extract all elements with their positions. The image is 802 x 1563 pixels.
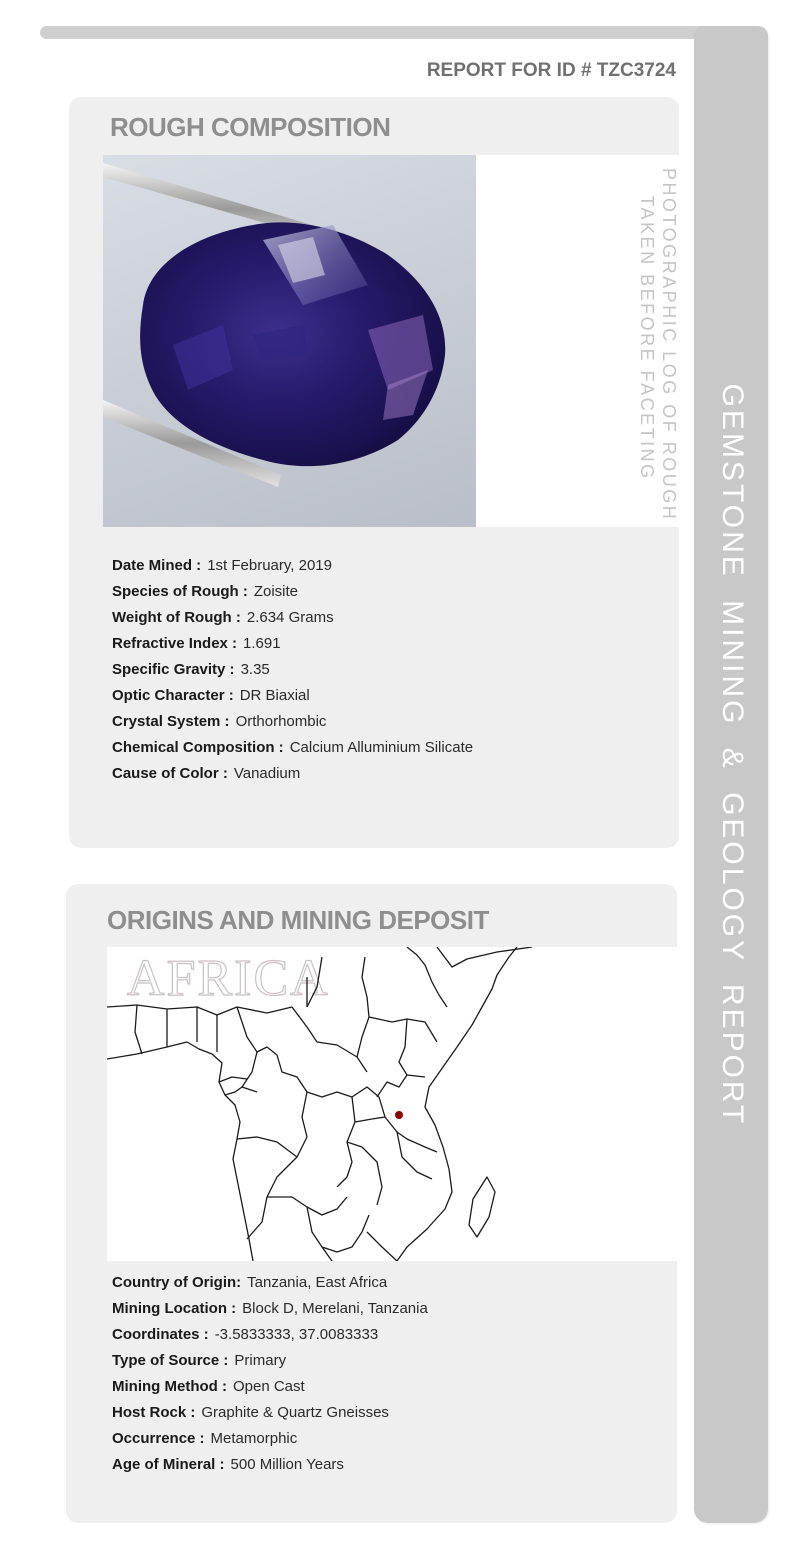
property-row-occurrence xyxy=(112,1429,428,1455)
rough-gemstone-photo xyxy=(103,155,476,527)
property-value: Metamorphic xyxy=(210,1430,298,1447)
property-row-date-mined xyxy=(112,556,473,582)
property-value: 1st February, 2019 xyxy=(207,557,332,574)
property-row-age-of-mineral xyxy=(112,1455,428,1481)
rough-properties-list xyxy=(112,556,473,790)
property-value: Open Cast xyxy=(232,1378,305,1395)
property-row-optic-character xyxy=(112,686,473,712)
africa-map xyxy=(107,947,677,1261)
photo-caption xyxy=(636,168,680,522)
property-row-type-of-source xyxy=(112,1351,428,1377)
photo-caption-line1: PHOTOGRAPHIC LOG OF ROUGH xyxy=(659,168,679,522)
property-label: Mining Location : xyxy=(112,1300,237,1317)
property-label: Optic Character : xyxy=(112,687,234,704)
property-value: Block D, Merelani, Tanzania xyxy=(242,1300,428,1317)
map-label: AFRICA xyxy=(127,950,330,1007)
property-value: Primary xyxy=(234,1352,287,1369)
property-value: Calcium Alluminium Silicate xyxy=(289,739,474,756)
property-value: Zoisite xyxy=(253,583,299,600)
property-label: Host Rock : xyxy=(112,1404,196,1421)
property-value: 500 Million Years xyxy=(230,1456,344,1473)
photo-caption-line2: TAKEN BEFORE FACETING xyxy=(637,195,657,481)
property-row-specific-gravity xyxy=(112,660,473,686)
property-label: Weight of Rough : xyxy=(112,609,241,626)
property-value: Graphite & Quartz Gneisses xyxy=(201,1404,389,1421)
property-value: Vanadium xyxy=(233,765,301,782)
rough-composition-title: ROUGH COMPOSITION xyxy=(110,112,391,142)
origins-title: ORIGINS AND MINING DEPOSIT xyxy=(107,905,489,935)
property-label: Specific Gravity : xyxy=(112,661,235,678)
property-label: Type of Source : xyxy=(112,1352,229,1369)
property-row-coordinates xyxy=(112,1325,428,1351)
property-label: Crystal System : xyxy=(112,713,230,730)
mining-location-marker xyxy=(395,1111,403,1119)
property-label: Date Mined : xyxy=(112,557,202,574)
property-label: Country of Origin: xyxy=(112,1274,242,1291)
property-value: 3.35 xyxy=(240,661,270,678)
property-label: Coordinates : xyxy=(112,1326,209,1343)
property-label: Refractive Index : xyxy=(112,635,238,652)
property-row-refractive-index xyxy=(112,634,473,660)
property-label: Age of Mineral : xyxy=(112,1456,225,1473)
property-label: Mining Method : xyxy=(112,1378,227,1395)
property-label: Occurrence : xyxy=(112,1430,205,1447)
property-value: 2.634 Grams xyxy=(246,609,334,626)
property-value: 1.691 xyxy=(243,635,281,652)
property-row-mining-location xyxy=(112,1299,428,1325)
property-value: -3.5833333, 37.0083333 xyxy=(214,1326,379,1343)
property-value: Tanzania, East Africa xyxy=(247,1274,388,1291)
origin-properties-list xyxy=(112,1273,428,1481)
property-row-country xyxy=(112,1273,428,1299)
property-row-chemical-composition xyxy=(112,738,473,764)
property-label: Chemical Composition : xyxy=(112,739,284,756)
property-row-crystal-system xyxy=(112,712,473,738)
property-row-weight xyxy=(112,608,473,634)
property-label: Species of Rough : xyxy=(112,583,248,600)
property-row-cause-of-color xyxy=(112,764,473,790)
property-row-mining-method xyxy=(112,1377,428,1403)
side-banner-title: GEMSTONE MINING & GEOLOGY REPORT xyxy=(716,383,749,1127)
property-value: Orthorhombic xyxy=(235,713,327,730)
property-row-species xyxy=(112,582,473,608)
property-label: Cause of Color : xyxy=(112,765,228,782)
rough-photo-area xyxy=(103,155,679,527)
property-row-host-rock xyxy=(112,1403,428,1429)
header-bar xyxy=(40,26,740,39)
report-id: REPORT FOR ID # TZC3724 xyxy=(426,60,676,81)
property-value: DR Biaxial xyxy=(239,687,310,704)
